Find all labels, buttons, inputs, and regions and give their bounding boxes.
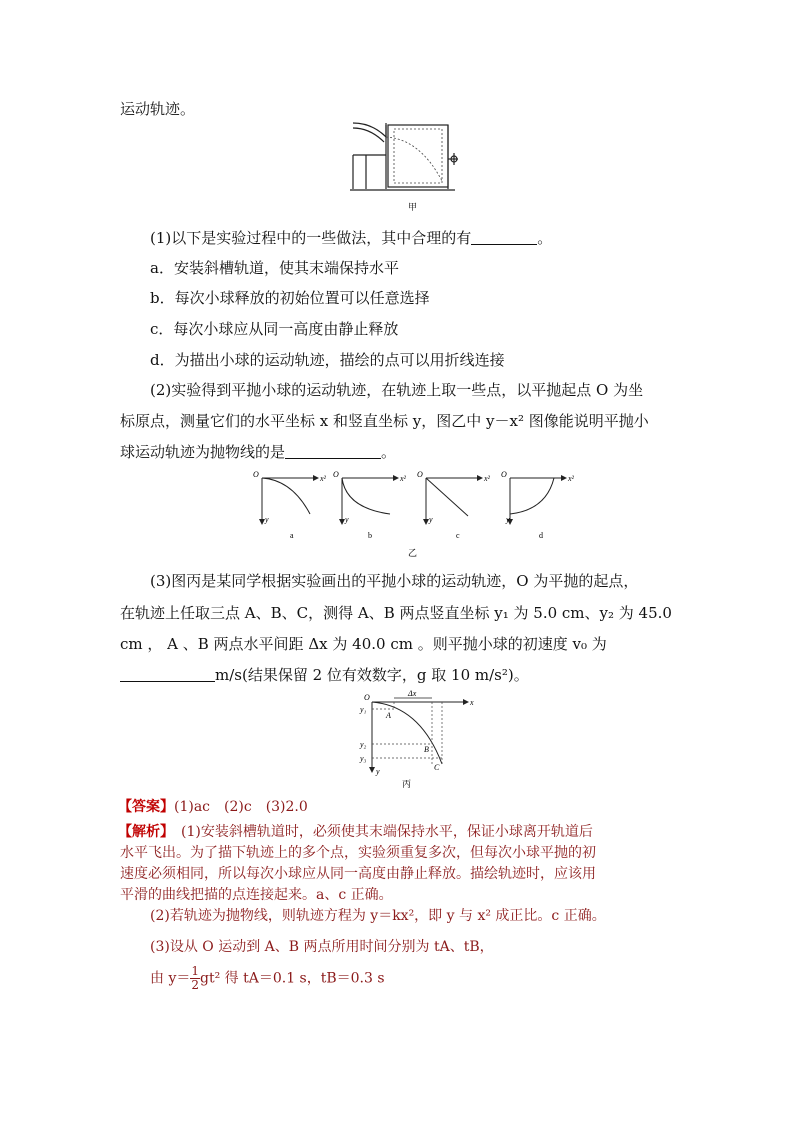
apparatus-figure-jia xyxy=(350,115,475,217)
answer-line xyxy=(118,796,308,816)
graph-a-xlabel: x² xyxy=(320,474,326,483)
q2-line3 xyxy=(120,441,396,462)
graph-b-ylabel: y xyxy=(345,515,349,524)
analysis-line6: (3)设从 O 运动到 A、B 两点所用时间分别为 tA、tB， xyxy=(150,939,494,955)
analysis-line2: 水平飞出。为了描下轨迹上的多个点，实验须重复多次，但每次小球平抛的初 xyxy=(120,845,596,861)
q1-end: 。 xyxy=(537,229,553,247)
graph-d-origin: O xyxy=(501,470,507,479)
q3-line3: cm ， A 、B 两点水平间距 Δx 为 40.0 cm 。则平抛小球的初速度 v₀ 为 xyxy=(120,635,607,653)
question-1 xyxy=(150,227,552,248)
graphs-figure-yi xyxy=(250,468,580,560)
answer-text: (1)ac (2)c (3)2.0 xyxy=(174,799,308,815)
analysis-eq-post: gt² 得 tA＝0.1 s，tB＝0.3 s xyxy=(200,970,385,987)
q3-blank xyxy=(120,667,215,682)
intro-text: 运动轨迹。 xyxy=(120,100,196,118)
q3-line4-text: m/s(结果保留 2 位有效数字，g 取 10 m/s²)。 xyxy=(215,666,529,684)
fig-jia-caption: 甲 xyxy=(408,202,418,212)
analysis-line7 xyxy=(150,965,385,992)
q2-line2: 标原点，测量它们的水平坐标 x 和竖直坐标 y，图乙中 y－x² 图像能说明平抛小 xyxy=(120,412,649,430)
analysis-tag: 【解析】 xyxy=(118,824,167,840)
graph-c-origin: O xyxy=(417,470,423,479)
fig-bing-caption: 丙 xyxy=(402,779,412,789)
trajectory-figure-bing xyxy=(350,686,480,792)
fraction-num: 1 xyxy=(191,964,199,978)
fraction-den: 2 xyxy=(191,978,199,992)
fig-bing-y: y xyxy=(376,767,380,776)
fig-bing-origin: O xyxy=(364,693,370,702)
answer-tag: 【答案】 xyxy=(118,799,174,815)
q1-option-c: c．每次小球应从同一高度由静止释放 xyxy=(150,320,399,338)
q2-line1: (2)实验得到平抛小球的运动轨迹，在轨迹上取一些点，以平抛起点 O 为坐 xyxy=(150,381,644,399)
fig-bing-y2: y₂ xyxy=(360,740,367,749)
q1-option-b: b．每次小球释放的初始位置可以任意选择 xyxy=(150,289,430,307)
q1-blank xyxy=(471,230,537,245)
graph-d-label: d xyxy=(539,531,543,540)
fig-bing-y3: y₃ xyxy=(360,754,367,763)
q2-end: 。 xyxy=(381,443,397,461)
q1-option-a: a．安装斜槽轨道，使其末端保持水平 xyxy=(150,259,399,277)
analysis-line3: 速度必须相同，所以每次小球应从同一高度由静止释放。描绘轨迹时，应该用 xyxy=(120,866,596,882)
graph-c-xlabel: x² xyxy=(484,474,490,483)
graph-a-origin: O xyxy=(253,470,259,479)
q3-line1: (3)图丙是某同学根据实验画出的平抛小球的运动轨迹，O 为平抛的起点， xyxy=(150,572,639,590)
analysis-line1 xyxy=(118,821,593,841)
graph-c-label: c xyxy=(456,531,460,540)
graph-a-ylabel: y xyxy=(265,515,269,524)
analysis-eq-pre: 由 y＝ xyxy=(150,970,191,987)
q1-option-d: d．为描出小球的运动轨迹，描绘的点可以用折线连接 xyxy=(150,351,505,369)
graph-b-xlabel: x² xyxy=(400,474,406,483)
q2-blank xyxy=(285,444,381,459)
analysis-line5: (2)若轨迹为抛物线，则轨迹方程为 y＝kx²，即 y 与 x² 成正比。c 正确。 xyxy=(150,908,606,924)
q2-line3-text: 球运动轨迹为抛物线的是 xyxy=(120,443,286,461)
analysis-line4: 平滑的曲线把描的点连接起来。a、c 正确。 xyxy=(120,887,393,903)
graph-b-origin: O xyxy=(333,470,339,479)
graph-d-xlabel: x² xyxy=(568,474,574,483)
fig-bing-y1: y₁ xyxy=(360,705,367,714)
graph-c-ylabel: y xyxy=(429,515,433,524)
fig-bing-point-a: A xyxy=(386,711,391,720)
graph-a-label: a xyxy=(290,531,294,540)
fraction-half xyxy=(190,965,200,992)
q1-text: (1)以下是实验过程中的一些做法，其中合理的有 xyxy=(150,229,472,247)
q3-line4 xyxy=(120,664,529,685)
q3-line2: 在轨迹上任取三点 A、B、C，测得 A、B 两点竖直坐标 y₁ 为 5.0 cm、y₂ 为 45.0 xyxy=(120,604,672,622)
fig-bing-x: x xyxy=(470,698,474,707)
fig-bing-dx: Δx xyxy=(408,689,417,698)
graph-b-label: b xyxy=(368,531,372,540)
fig-bing-point-c: C xyxy=(434,763,440,772)
graph-d-ylabel: y xyxy=(506,515,510,524)
fig-yi-caption: 乙 xyxy=(408,548,418,558)
analysis-text-1: (1)安装斜槽轨道时，必须使其末端保持水平，保证小球离开轨道后 xyxy=(167,824,593,840)
fig-bing-point-b: B xyxy=(424,745,429,754)
